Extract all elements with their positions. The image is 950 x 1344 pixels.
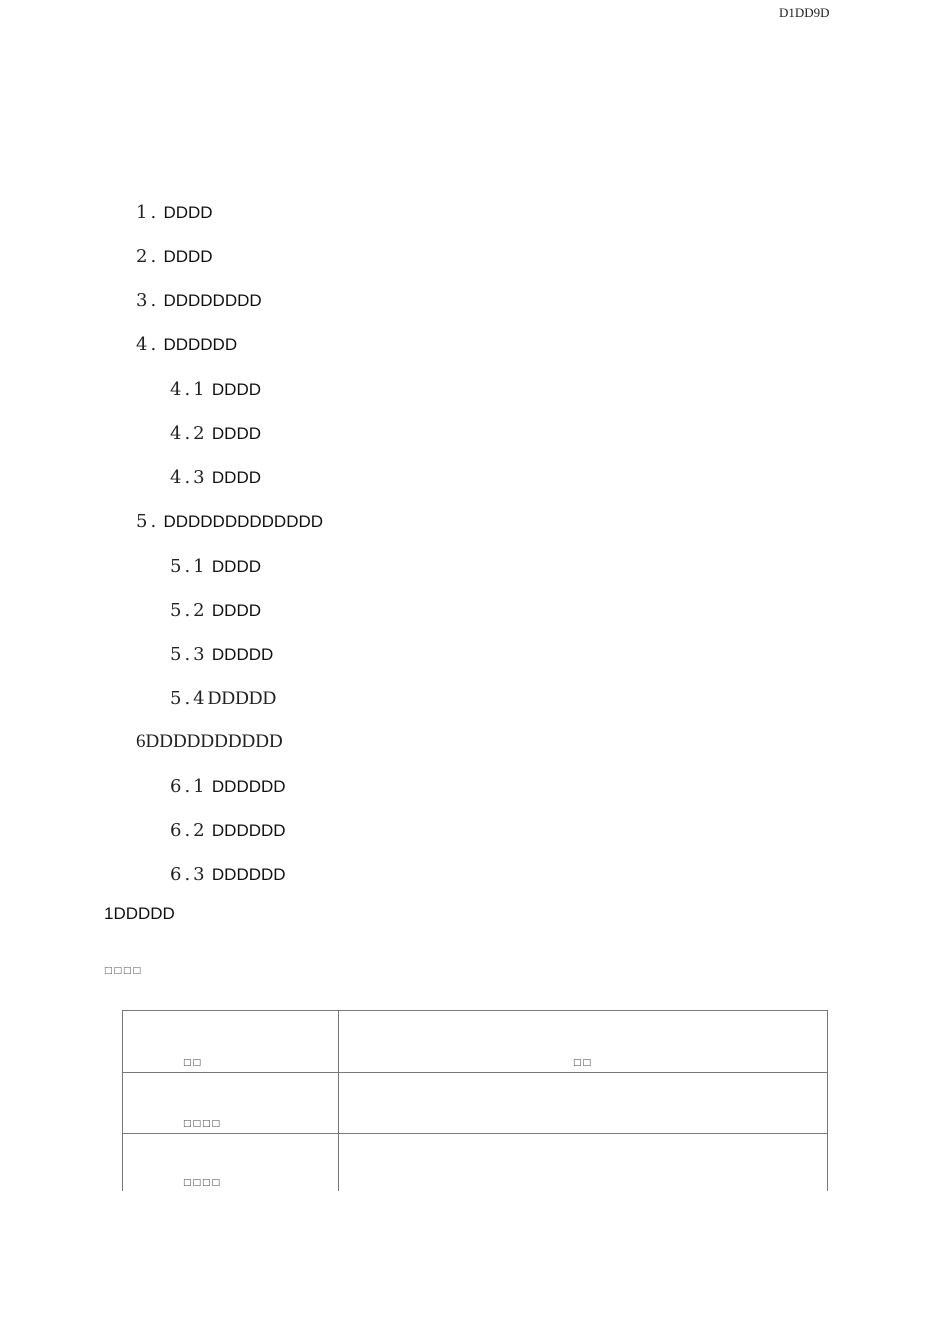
toc-item-6[interactable] [136, 731, 283, 753]
toc-title: DDDD [211, 424, 261, 443]
table-row [123, 1073, 827, 1134]
toc-title: DDDDD [211, 645, 274, 664]
toc-title: DDDDDD [211, 777, 286, 796]
toc-title: DDDD [211, 557, 261, 576]
toc-title: DDDD [211, 468, 261, 487]
toc-item-4-2[interactable] [170, 423, 261, 445]
toc-number: 6.1 [170, 776, 208, 797]
toc-item-5-1[interactable] [170, 556, 261, 578]
header-cell-1: □□ [183, 1058, 203, 1068]
toc-title: DDDD [211, 380, 261, 399]
toc-number: 4.1 [170, 379, 208, 400]
table-header-row [123, 1011, 827, 1073]
toc-title: DDDD [163, 247, 213, 266]
toc-item-2[interactable] [136, 246, 213, 268]
toc-item-6-3[interactable] [170, 864, 286, 886]
toc-item-4-1[interactable] [170, 379, 261, 401]
row-cell-1: □□□□ [183, 1119, 222, 1129]
data-table [122, 1010, 828, 1191]
toc-number: 4.3 [170, 467, 208, 488]
toc-item-4-3[interactable] [170, 467, 261, 489]
row-cell-1: □□□□ [183, 1178, 222, 1188]
toc-number: 2. [136, 246, 160, 267]
toc-item-5-4[interactable] [170, 688, 276, 710]
toc-title: 6DDDDDDDDDD [136, 731, 283, 752]
toc-number: 5.2 [170, 600, 208, 621]
toc-number: 4.2 [170, 423, 208, 444]
header-cell-2: □□ [573, 1058, 593, 1068]
toc-number: 4. [136, 334, 160, 355]
table-row [123, 1134, 827, 1192]
toc-number: 6.2 [170, 820, 208, 841]
toc-title: DDDDDDDD [163, 291, 262, 310]
document-code: D1DD9D [779, 5, 830, 20]
toc-number: 3. [136, 290, 160, 311]
toc-item-6-1[interactable] [170, 776, 286, 798]
toc-item-5-3[interactable] [170, 644, 273, 666]
toc-title: DDDDDD [211, 865, 286, 884]
toc-number: 5. [136, 511, 160, 532]
toc-number: 5.4 [170, 688, 208, 709]
toc-title: DDDDDD [211, 821, 286, 840]
table-caption: □□□□ [104, 966, 143, 976]
toc-item-6-2[interactable] [170, 820, 286, 842]
toc-title: DDDDDDDDDDDDD [163, 512, 324, 531]
section-heading: 1DDDDD [104, 904, 175, 923]
toc-item-5-2[interactable] [170, 600, 261, 622]
toc-title: DDDD [211, 601, 261, 620]
toc-number: 6.3 [170, 864, 208, 885]
toc-item-3[interactable] [136, 290, 262, 312]
toc-title: DDDDDD [163, 335, 238, 354]
toc-item-1[interactable] [136, 202, 213, 224]
toc-title: DDDD [163, 203, 213, 222]
toc-number: 5.1 [170, 556, 208, 577]
toc-number: 1. [136, 202, 160, 223]
toc-item-4[interactable] [136, 334, 237, 356]
toc-title: DDDDD [207, 688, 277, 709]
toc-number: 5.3 [170, 644, 208, 665]
toc-item-5[interactable] [136, 511, 323, 533]
